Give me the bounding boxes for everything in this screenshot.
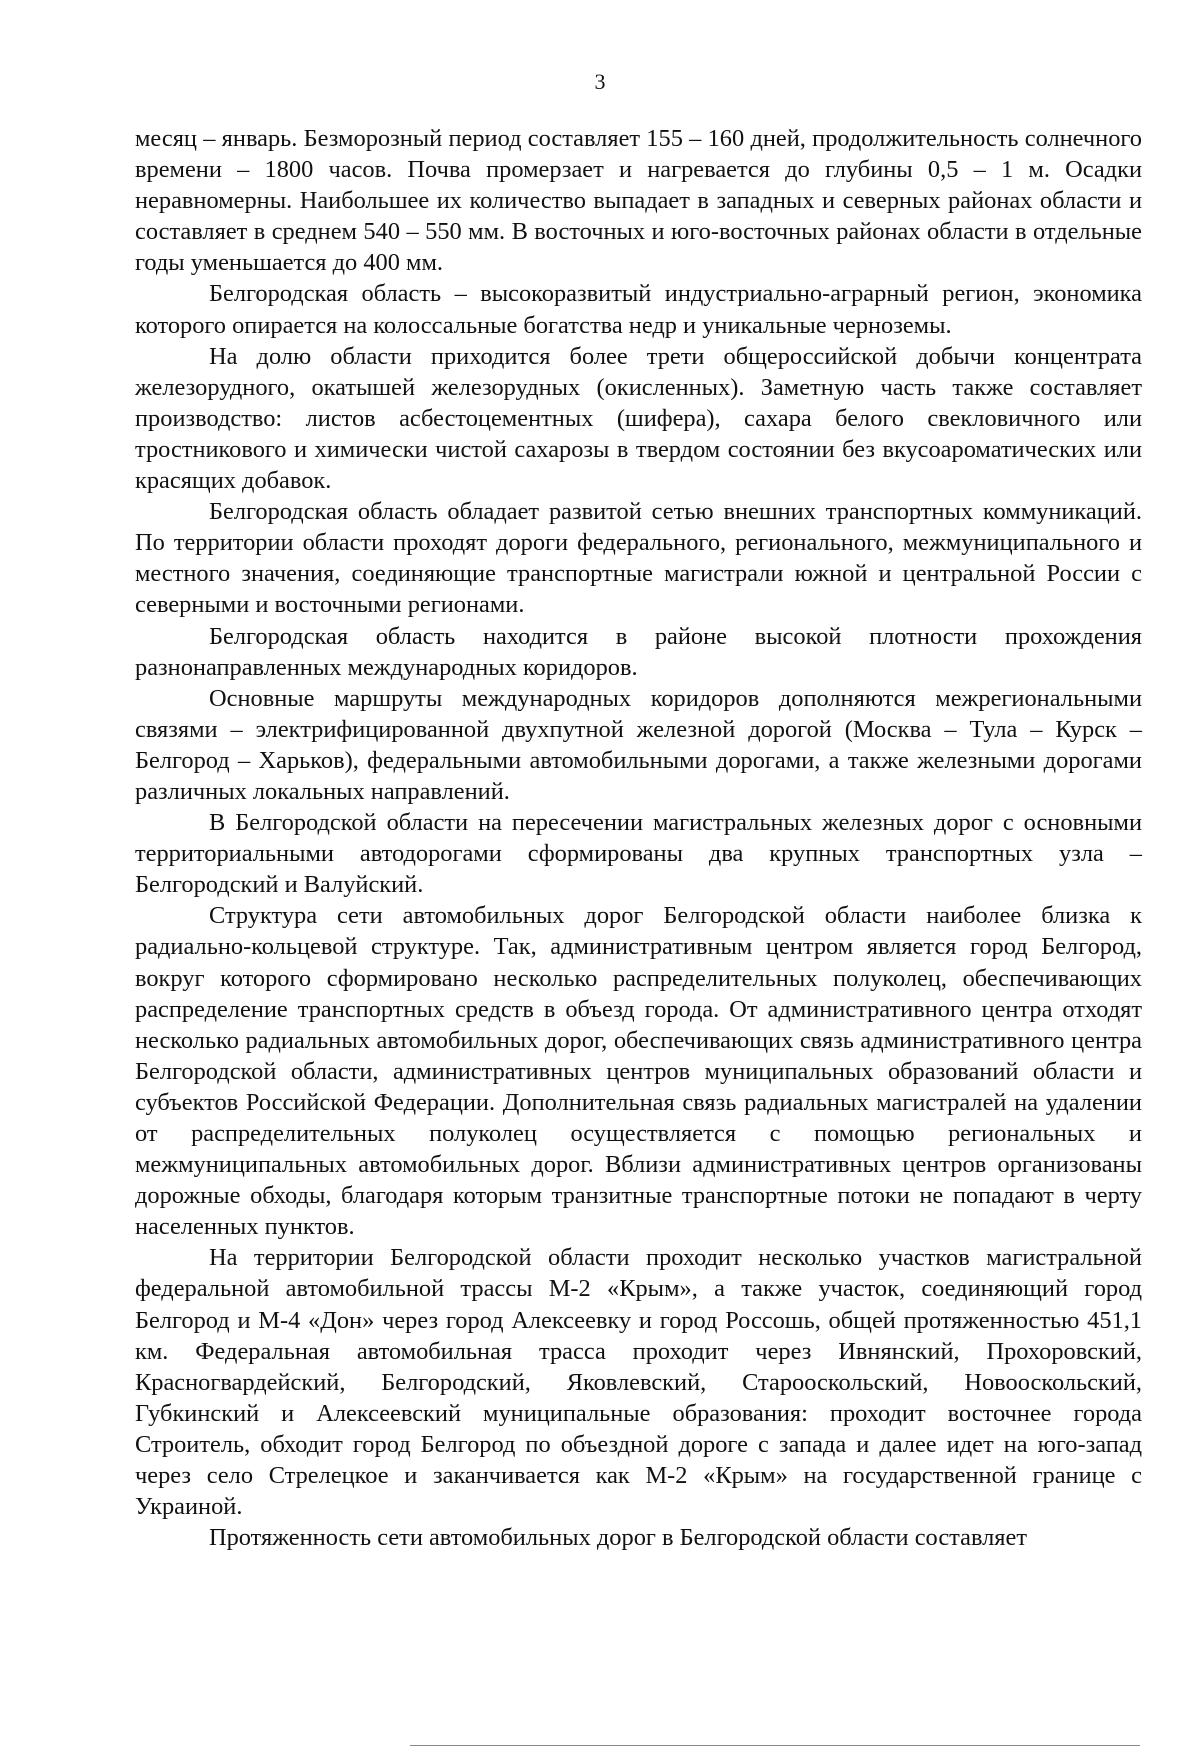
paragraph-climate: месяц – январь. Безморозный период составляет 155 – 160 дней, продолжительность солнечного времени – 1800 часов. Почва промерзает и нагревается до глубины 0,5 – 1 м. Осадки неравномерны. Наибольшее их количество выпадает в западных и северных районах области и составляет в среднем 540 – 550 мм. В восточных и юго-восточных районах области в отдельные годы уменьшается до 400 мм. bbox=[135, 125, 1142, 277]
page-number: 3 bbox=[594, 69, 606, 94]
paragraph-routes: Основные маршруты международных коридоров дополняются межрегиональными связями – электрифицированной двухпутной железной дорогой (Москва – Тула – Курск – Белгород – Харьков), федеральными автомобильными дорогами, а также железными дорогами различных локальных направлений. bbox=[135, 684, 1142, 805]
body-text bbox=[135, 123, 1142, 1553]
paragraph-federal-highway: На территории Белгородской области проходит несколько участков магистральной федеральной автомобильной трассы М-2 «Крым», а также участок, соединяющий город Белгород и М-4 «Дон» через город Алексеевку и город Россошь, общей протяженностью 451,1 км. Федеральная автомобильная трасса проходит через Ивнянский, Прохоровский, Красногвардейский, Белгородский, Яковлевский, Старооскольский, Новооскольский, Губкинский и Алексеевский муниципальные образования: проходит восточнее города Строитель, обходит город Белгород по объездной дороге с запада и далее идет на юго-запад через село Стрелецкое и заканчивается как М-2 «Крым» на государственной границе с Украиной. bbox=[135, 1244, 1142, 1521]
paragraph-transport-hubs: В Белгородской области на пересечении магистральных железных дорог с основными территориальными автодорогами сформированы два крупных транспортных узла – Белгородский и Валуйский. bbox=[135, 809, 1142, 899]
paragraph-road-length: Протяженность сети автомобильных дорог в Белгородской области составляет bbox=[209, 1524, 1028, 1552]
paragraph-corridors: Белгородская область находится в районе высокой плотности прохождения разнонаправленных международных коридоров. bbox=[135, 622, 1142, 681]
paragraph-industry: На долю области приходится более трети общероссийской добычи концентрата железорудного, окатышей железорудных (окисленных). Заметную часть также составляет производство: листов асбестоцементных (шифера), сахара белого свекловичного или тростникового и химически чистой сахарозы в твердом состоянии без вкусоароматических или красящих добавок. bbox=[135, 342, 1142, 495]
paragraph-road-structure: Структура сети автомобильных дорог Белгородской области наиболее близка к радиально-кольцевой структуре. Так, административным центром является город Белгород, вокруг которого сформировано несколько распределительных полуколец, обеспечивающих распределение транспортных средств в объезд города. От административного центра отходят несколько радиальных автомобильных дорог, обеспечивающих связь административного центра Белгородской области, административных центров муниципальных образований области и субъектов Российской Федерации. Дополнительная связь радиальных магистралей на удалении от распределительных полуколец осуществляется с помощью региональных и межмуниципальных автомобильных дорог. Вблизи административных центров организованы дорожные обходы, благодаря которым транзитные транспортные потоки не попадают в черту населенных пунктов. bbox=[135, 902, 1142, 1241]
paragraph-economy: Белгородская область – высокоразвитый индустриально-аграрный регион, экономика которого опирается на колоссальные богатства недр и уникальные черноземы. bbox=[135, 280, 1142, 339]
paragraph-transport-network: Белгородская область обладает развитой сетью внешних транспортных коммуникаций. По территории области проходят дороги федерального, регионального, межмуниципального и местного значения, соединяющие транспортные магистрали южной и центральной России с северными и восточными регионами. bbox=[135, 498, 1142, 619]
footer-rule bbox=[410, 1745, 1140, 1746]
